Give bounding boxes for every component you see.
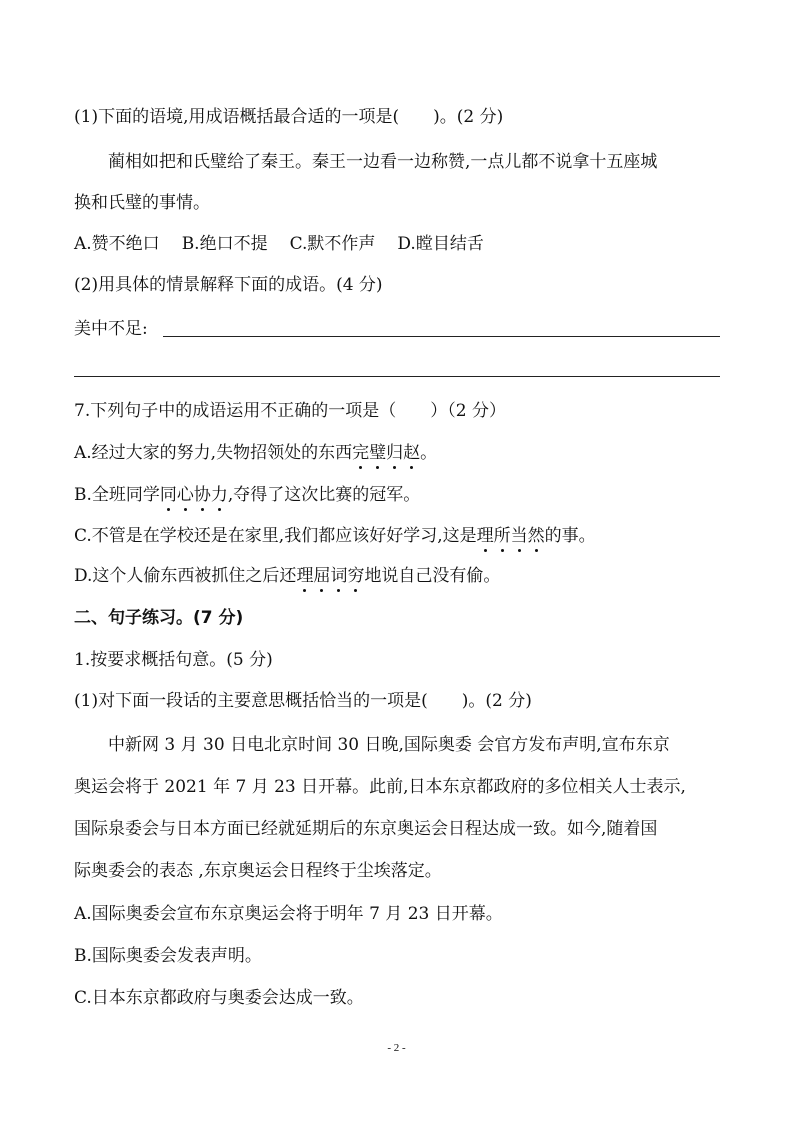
- idiom-char: 当: [510, 526, 528, 546]
- q6-idiom-label: 美中不足:: [74, 319, 148, 339]
- q7-d-pre: D.这个人偷东西被抓住之后还: [74, 566, 297, 586]
- news-passage-line4: 际奥委会的表态 ,东京奥运会日程终于尘埃落定。: [74, 861, 442, 881]
- q7-option-a: [74, 442, 437, 464]
- news-passage-line1: 中新网 3 月 30 日电北京时间 30 日晚,国际奥委 会官方发布声明,宣布东京: [108, 735, 670, 755]
- idiom-char: 璧: [369, 443, 387, 463]
- idiom-char: 归: [386, 443, 404, 463]
- q7-prompt: 7.下列句子中的成语运用不正确的一项是（ ）（2 分）: [74, 401, 506, 421]
- idiom-char: 协: [193, 485, 211, 505]
- idiom-char: 所: [493, 526, 511, 546]
- idiom-char: 心: [176, 485, 194, 505]
- q6-option-c: C.默不作声: [289, 234, 376, 254]
- news-passage-line3: 国际泉委会与日本方面已经就延期后的东京奥运会日程达成一致。如今,随着国: [74, 819, 658, 839]
- section2-option-c: C.日本东京都政府与奥委会达成一致。: [74, 988, 364, 1008]
- q6-option-d: D.瞠目结舌: [397, 234, 484, 254]
- answer-line-2: [74, 376, 720, 377]
- section2-title: 二、句子练习。(7 分): [74, 608, 244, 628]
- answer-line-1: [163, 336, 720, 337]
- q7-c-pre: C.不管是在学校还是在家里,我们都应该好好学习,这是: [74, 526, 477, 546]
- section2-option-a: A.国际奥委会宣布东京奥运会将于明年 7 月 23 日开幕。: [74, 904, 503, 924]
- section2-q1: 1.按要求概括句意。(5 分): [74, 650, 273, 670]
- idiom-char: 然: [527, 526, 545, 546]
- idiom-char: 理: [296, 566, 314, 586]
- idiom-char: 理: [476, 526, 494, 546]
- section2-option-b: B.国际奥委会发表声明。: [74, 946, 262, 966]
- idiom-char: 词: [330, 566, 348, 586]
- section2-q1-part1: (1)对下面一段话的主要意思概括恰当的一项是( )。(2 分): [74, 691, 532, 711]
- idiom-char: 赵: [403, 443, 421, 463]
- q7-b-post: ,夺得了这次比赛的冠军。: [227, 485, 421, 505]
- q6-option-b: B.绝口不提: [181, 234, 268, 254]
- q6-part2-prompt: (2)用具体的情景解释下面的成语。(4 分): [74, 275, 383, 295]
- q7-option-d: [74, 565, 500, 587]
- q6-options: [74, 233, 506, 255]
- q7-a-pre: A.经过大家的努力,失物招领处的东西: [74, 443, 353, 463]
- q7-a-post: 。: [420, 443, 438, 463]
- q7-c-post: 的事。: [544, 526, 596, 546]
- idiom-char: 穷: [347, 566, 365, 586]
- idiom-char: 完: [352, 443, 370, 463]
- idiom-char: 力: [210, 485, 228, 505]
- q7-option-b: [74, 484, 420, 506]
- page-number: - 2 -: [387, 1042, 406, 1054]
- q7-b-pre: B.全班同学: [74, 485, 160, 505]
- q7-d-post: 地说自己没有偷。: [364, 566, 501, 586]
- q6-passage-line2: 换和氏璧的事情。: [74, 193, 210, 213]
- q7-option-c: [74, 525, 596, 547]
- q6-part1-prompt: (1)下面的语境,用成语概括最合适的一项是( )。(2 分): [74, 107, 504, 127]
- q6-option-a: A.赞不绝口: [74, 234, 160, 254]
- idiom-char: 屈: [313, 566, 331, 586]
- q6-passage-line1: 蔺相如把和氏璧给了秦王。秦王一边看一边称赞,一点儿都不说拿十五座城: [108, 152, 658, 172]
- news-passage-line2: 奥运会将于 2021 年 7 月 23 日开幕。此前,日本东京都政府的多位相关人士表示,: [74, 777, 686, 797]
- idiom-char: 同: [159, 485, 177, 505]
